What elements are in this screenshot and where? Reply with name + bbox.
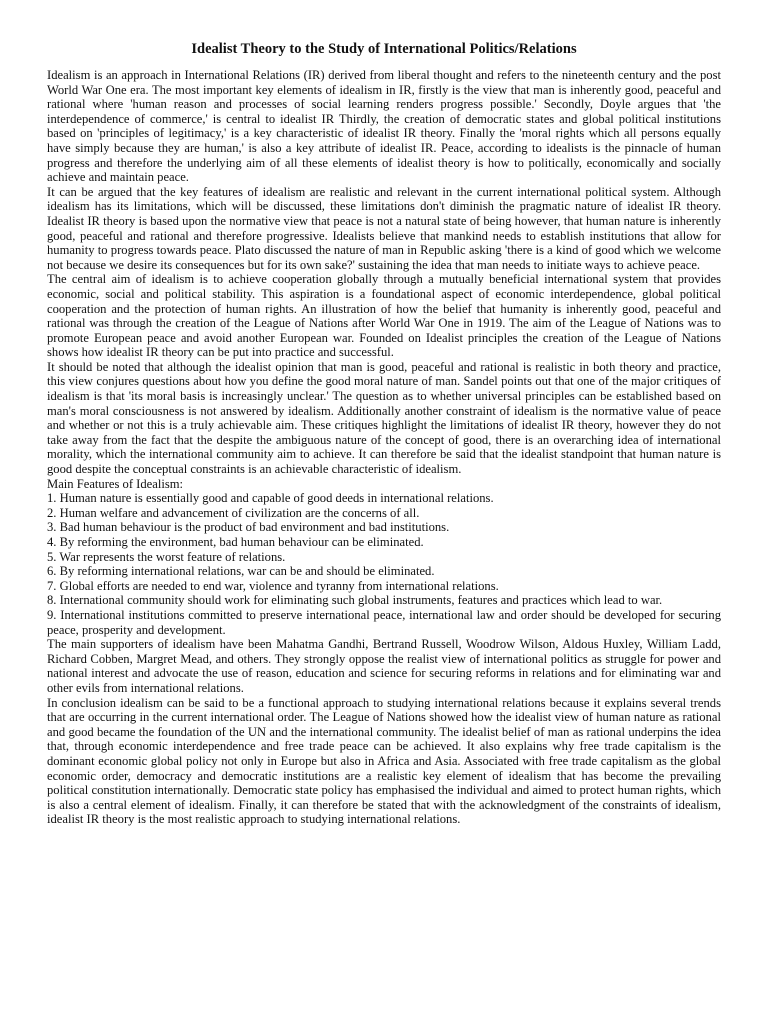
feature-item: 9. International institutions committed to preserve international peace, international law and order should be developed for securing peace, prosperity and development. [47, 607, 721, 637]
feature-item: 4. By reforming the environment, bad human behaviour can be eliminated. [47, 535, 424, 549]
feature-item: 7. Global efforts are needed to end war, violence and tyranny from international relations. [47, 578, 499, 593]
paragraph-key-features: It can be argued that the key features of idealism are realistic and relevant in the current international political system. Although idealism has its limitations, which will be discussed, these limitations don't diminish the pragmatic nature of idealist IR theory. Idealist IR theory is based upon the normative view that peace is not a natural state of being however, that human nature is inherently good, peaceful and rational and therefore progressive. Idealists believe that mankind needs to establish institutions that allow for humanity to progress towards peace. Plato discussed the nature of man in Republic asking 'there is a kind of good which we welcome not because we desire its consequences but for its own sake?' sustaining the idea that man needs to initiate ways to achieve peace. [47, 184, 721, 272]
feature-item: 6. By reforming international relations, war can be and should be eliminated. [47, 564, 435, 579]
feature-item: 5. War represents the worst feature of relations. [47, 549, 286, 564]
feature-item: 2. Human welfare and advancement of civilization are the concerns of all. [47, 505, 420, 520]
paragraph-intro: Idealism is an approach in International Relations (IR) derived from liberal thought and refers to the nineteenth century and the post World War One era. The most important key elements of idealism in IR, firstly is the view that man is inherently good, peaceful and rational where 'human reason and processes of social learning renders progress possible.' Secondly, Doyle argues that 'the interdependence of commerce,' is central to idealist IR Thirdly, the creation of democratic states and global political institutions based on 'principles of legitimacy,' is a key characteristic of idealist IR theory. Finally the 'moral rights which all persons equally have simply because they are human,' is also a key attribute of idealist IR. Peace, according to idealists is the pinnacle of human progress and therefore the underlying aim of all these elements of idealist theory is how to politically, economically and socially achieve and maintain peace. [47, 68, 721, 185]
feature-item: 8. International community should work for eliminating such global instruments, features and practices which lead to war. [47, 593, 663, 608]
paragraph-supporters: The main supporters of idealism have been Mahatma Gandhi, Bertrand Russell, Woodrow Wilson, Aldous Huxley, William Ladd, Richard Cobben, Margret Mead, and others. They strongly oppose the realist view of international politics as struggle for power and national interest and advocate the use of reason, education and science for securing reforms in relations and for eliminating war and other evils from international relations. [47, 637, 721, 695]
features-list [47, 491, 721, 637]
feature-item: 1. Human nature is essentially good and capable of good deeds in international relations. [47, 491, 494, 506]
paragraph-conclusion: In conclusion idealism can be said to be a functional approach to studying international relations because it explains several trends that are occurring in the current international order. The League of Nations showed how the idealist view of human nature as rational and good became the foundation of the UN and the international community. The idealist belief of man as rational underpins the idea that, through economic interdependence and free trade peace can be achieved. It also explains why free trade capitalism is the dominant economic global policy not only in Europe but also in Africa and Asia. Associated with free trade capitalism as the global economic order, democracy and democratic institutions are a realistic key element of idealism that has become the prevailing political constitution internationally. Democratic state policy has emphasised the individual and aimed to protect human rights, which is also a central element of idealism. Finally, it can therefore be stated that with the acknowledgment of the constraints of idealism, idealist IR theory is the most realistic approach to studying international relations. [47, 695, 721, 827]
paragraph-central-aim: The central aim of idealism is to achieve cooperation globally through a mutually beneficial international system that provides economic, social and political stability. This aspiration is a foundational aspect of economic interdependence, global political cooperation and the protection of human rights. An illustration of how the belief that humanity is inherently good, peaceful and rational was through the creation of the League of Nations after World War One in 1919. The aim of the League of Nations was to promote European peace and avoid another European war. Founded on Idealist principles the creation of the League of Nations shows how idealist IR theory can be put into practice and successful. [47, 272, 721, 360]
document-body [47, 68, 721, 827]
features-heading: Main Features of Idealism: [47, 476, 184, 491]
document-title: Idealist Theory to the Study of International Politics/Relations [191, 41, 577, 57]
feature-item: 3. Bad human behaviour is the product of bad environment and bad institutions. [47, 520, 450, 535]
paragraph-critiques: It should be noted that although the idealist opinion that man is good, peaceful and rational is realistic in both theory and practice, this view conjures questions about how you define the good moral nature of man. Sandel points out that one of the major critiques of idealism is that 'its moral basis is increasingly unclear.' The question as to whether universal principles can be established based on man's moral consciousness is not answered by idealism. Additionally another constraint of idealism is the normative value of peace and whether or not this is a truly achievable aim. These critiques highlight the limitations of idealist IR theory, however they do not take away from the fact that the despite the ambiguous nature of the concept of good, there is an overarching idea of international morality, which the international community aim to achieve. It can therefore be said that the idealist standpoint that human nature is good despite the conceptual constraints is an achievable characteristic of idealism. [47, 359, 721, 477]
